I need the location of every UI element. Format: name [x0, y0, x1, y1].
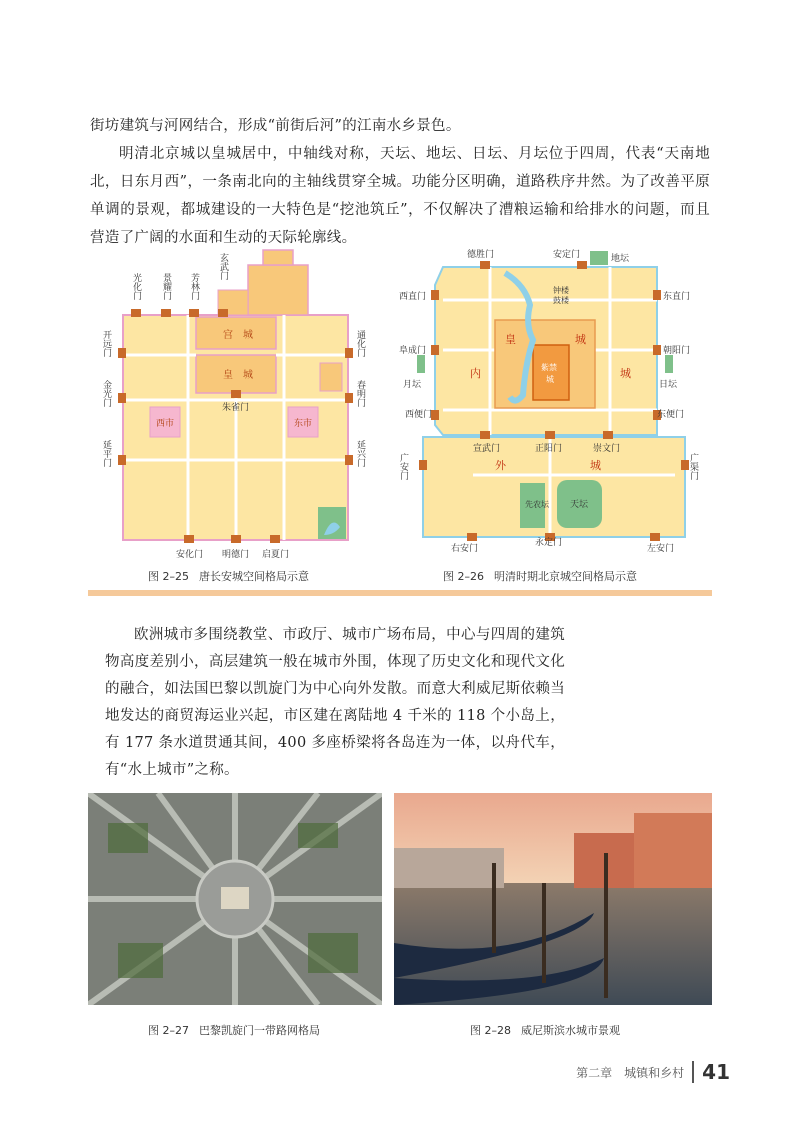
caption-title: 明清时期北京城空间格局示意	[494, 570, 637, 583]
label-dongzhi-gate: 东直门	[663, 292, 691, 302]
figure-caption-2-26	[443, 568, 637, 584]
label-drum-tower: 鼓楼	[553, 296, 569, 305]
label-chongwen-gate: 崇文门	[593, 444, 621, 454]
caption-title: 巴黎凯旋门一带路网格局	[199, 1024, 320, 1037]
label-chunming-gate: 春明门	[355, 380, 365, 407]
label-guangan-gate: 广安门	[398, 453, 408, 480]
page-number: 41	[702, 1060, 730, 1084]
caption-title: 威尼斯滨水城市景观	[521, 1024, 620, 1037]
label-chaoyang-gate: 朝阳门	[663, 346, 691, 356]
label-guangqu-gate: 广渠门	[688, 453, 698, 480]
label-zhengyang-gate: 正阳门	[535, 444, 563, 454]
label-xiannongtan: 先农坛	[525, 500, 549, 509]
chapter-title: 第二章 城镇和乡村	[576, 1065, 685, 1080]
photo-paris-arc-de-triomphe	[88, 793, 382, 1005]
figure-caption-2-28	[470, 1022, 620, 1038]
label-yuetan: 月坛	[403, 380, 422, 390]
label-outer-cheng: 城	[590, 459, 601, 472]
paragraph-continuation: 街坊建筑与河网结合，形成“前街后河”的江南水乡景色。	[90, 118, 461, 134]
label-imperial-huang: 皇	[505, 333, 516, 346]
caption-number: 图 2–26	[443, 570, 484, 583]
label-yanxing-gate: 延兴门	[355, 440, 365, 467]
label-xuanwu-gate: 宣武门	[473, 444, 501, 454]
label-kaiyuan-gate: 开远门	[101, 330, 111, 357]
text-block-europe	[105, 622, 565, 784]
label-jingyao-gate: 景耀门	[161, 273, 171, 300]
label-xibian-gate: 西便门	[405, 410, 433, 420]
label-outer-wai: 外	[495, 459, 506, 472]
label-fucheng-gate: 阜成门	[399, 346, 427, 356]
label-ritan: 日坛	[659, 380, 678, 390]
label-forbidden-city-2: 城	[546, 375, 554, 384]
label-ditan: 地坛	[611, 254, 630, 264]
figure-changan-map	[88, 245, 368, 560]
label-palace-city-2: 城	[243, 330, 253, 341]
caption-number: 图 2–25	[148, 570, 189, 583]
label-palace-city-1: 宫	[223, 330, 233, 341]
footer-divider	[692, 1061, 694, 1083]
label-anding-gate: 安定门	[553, 250, 581, 260]
label-forbidden-city-1: 紫禁	[541, 363, 557, 372]
caption-title: 唐长安城空间格局示意	[199, 570, 309, 583]
label-inner-nei: 内	[470, 367, 481, 380]
label-mingde-gate: 明德门	[222, 550, 250, 560]
caption-number: 图 2–28	[470, 1024, 511, 1037]
photo-venice-canal	[394, 793, 712, 1005]
label-imperial-city-1: 皇	[223, 370, 233, 381]
label-zhuque-gate: 朱雀门	[222, 403, 250, 413]
text-block-top	[90, 112, 710, 252]
label-yongding-gate: 永定门	[535, 538, 563, 548]
label-dongbian-gate: 东便门	[657, 410, 685, 420]
page-footer	[576, 1060, 730, 1084]
section-divider	[88, 590, 712, 596]
paragraph-europe: 欧洲城市多围绕教堂、市政厅、城市广场布局，中心与四周的建筑物高度差别小，高层建筑一般在城市外围，体现了历史文化和现代文化的融合，如法国巴黎以凯旋门为中心向外发散。而意大利威尼斯依赖当地发达的商贸海运业兴起，市区建在离陆地 4 千米的 118 个小岛上，有 177 条水道贯通其间，400 多座桥梁将各岛连为一体，以舟代车，有“水上城市”之称。	[105, 627, 565, 778]
label-jinguang-gate: 金光门	[101, 380, 111, 407]
paragraph-beijing: 明清北京城以皇城居中，中轴线对称，天坛、地坛、日坛、月坛位于四周，代表“天南地北，日东月西”，一条南北向的主轴线贯穿全城。功能分区明确，道路秩序井然。为了改善平原单调的景观，都城建设的一大特色是“挖池筑丘”，不仅解决了漕粮运输和给排水的问题，而且营造了广阔的水面和生动的天际轮廓线。	[90, 146, 710, 246]
label-xuanwu-gate: 玄武门	[218, 253, 228, 280]
label-yanping-gate: 延平门	[101, 440, 111, 467]
label-east-market: 东市	[294, 419, 313, 429]
label-inner-cheng: 城	[620, 367, 631, 380]
label-tiantan: 天坛	[570, 500, 589, 510]
label-imperial-cheng: 城	[575, 333, 586, 346]
label-west-market: 西市	[156, 419, 175, 429]
label-tonghua-gate: 通化门	[355, 330, 365, 357]
caption-number: 图 2–27	[148, 1024, 189, 1037]
label-desheng-gate: 德胜门	[467, 250, 495, 260]
figure-beijing-map	[395, 245, 705, 555]
label-zuoan-gate: 左安门	[647, 544, 675, 554]
label-imperial-city-2: 城	[243, 370, 253, 381]
label-anhua-gate: 安化门	[176, 550, 204, 560]
label-bell-tower: 钟楼	[553, 286, 569, 295]
label-guanghua-gate: 光化门	[131, 273, 141, 300]
label-youan-gate: 右安门	[451, 544, 479, 554]
label-fanglin-gate: 芳林门	[189, 273, 199, 300]
label-xizhi-gate: 西直门	[399, 292, 427, 302]
figure-caption-2-27	[148, 1022, 320, 1038]
label-qixia-gate: 启夏门	[262, 550, 290, 560]
figure-caption-2-25	[148, 568, 309, 584]
